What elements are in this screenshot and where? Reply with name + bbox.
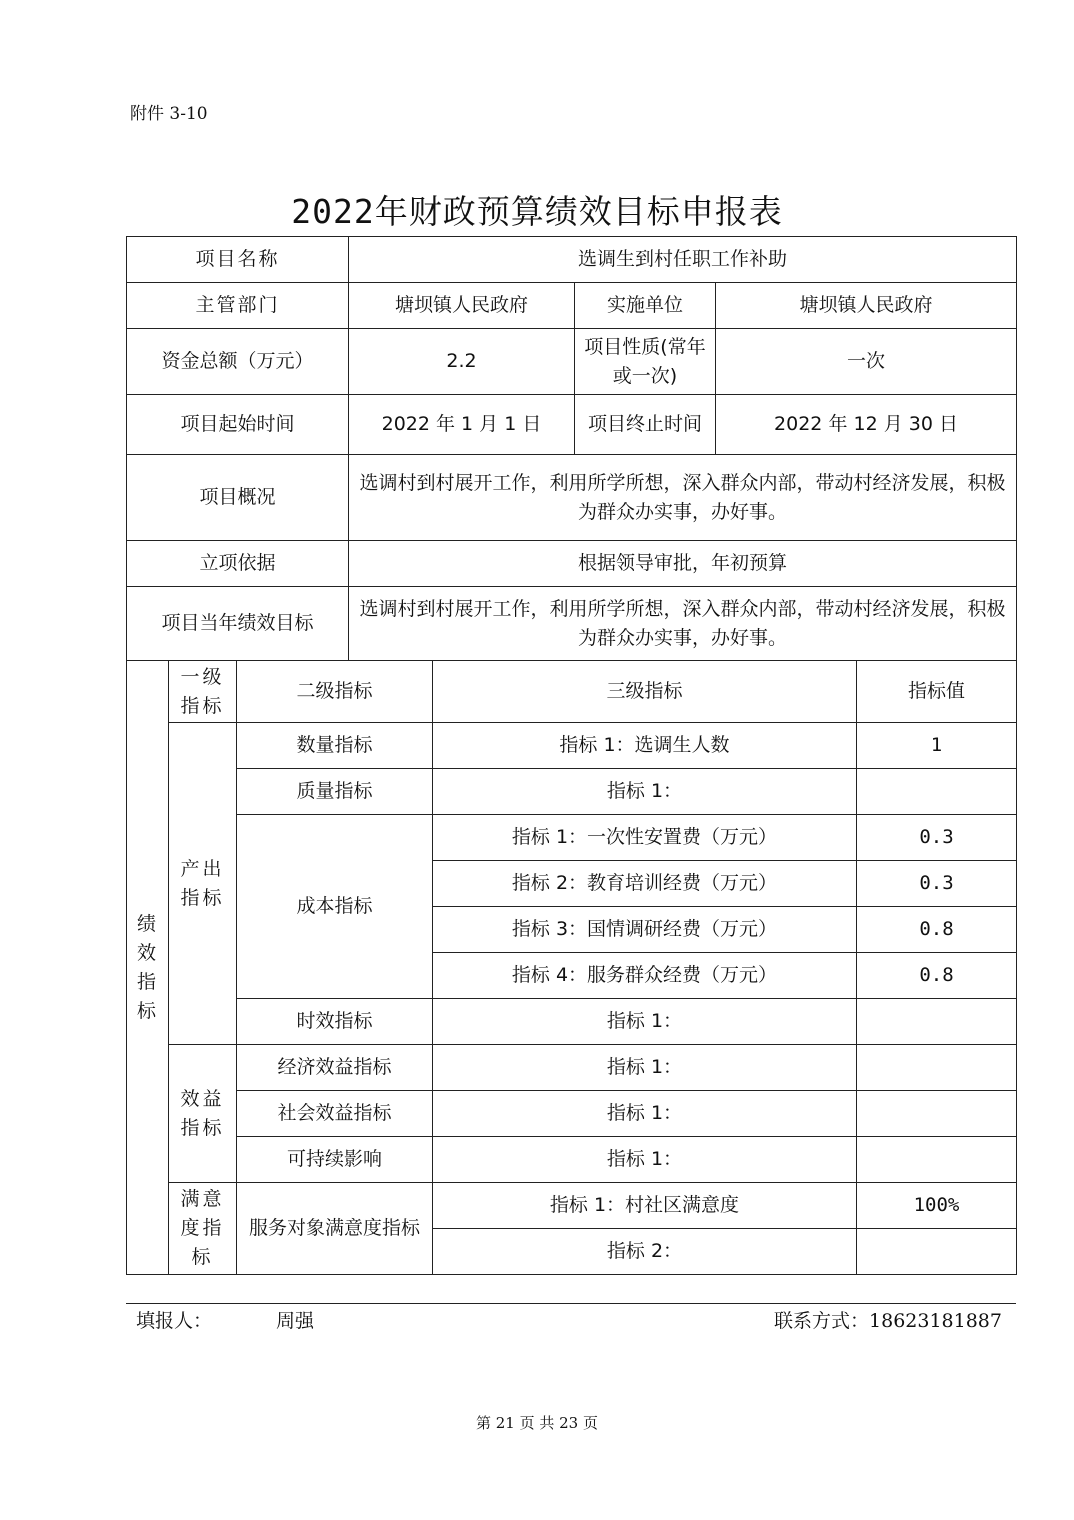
group-output: 产出指标 xyxy=(169,723,237,1045)
level3-header: 三级指标 xyxy=(433,661,857,723)
page-title xyxy=(0,186,1074,233)
indicator-value xyxy=(857,769,1017,815)
group-benefit: 效益指标 xyxy=(169,1045,237,1183)
total-funds-value: 2.2 xyxy=(349,329,575,395)
attachment-label: 附件 3-10 xyxy=(130,104,208,124)
subgroup-sustainable: 可持续影响 xyxy=(237,1137,433,1183)
value-header: 指标值 xyxy=(857,661,1017,723)
filler-info xyxy=(136,1307,314,1335)
indicator-cell: 指标 1： xyxy=(433,1091,857,1137)
subgroup-cost: 成本指标 xyxy=(237,815,433,999)
implementer-label: 实施单位 xyxy=(575,283,716,329)
indicator-value xyxy=(857,1091,1017,1137)
indicator-cell: 指标 1： xyxy=(433,999,857,1045)
overview-value: 选调村到村展开工作，利用所学所想，深入群众内部，带动村经济发展，积极为群众办实事，办好事。 xyxy=(349,455,1017,541)
indicator-cell: 指标 1： xyxy=(433,769,857,815)
contact-info xyxy=(774,1307,1002,1335)
filler-name: 周强 xyxy=(276,1310,315,1332)
annual-goal-value: 选调村到村展开工作，利用所学所想，深入群众内部，带动村经济发展，积极为群众办实事，办好事。 xyxy=(349,587,1017,661)
indicator-value: 0.8 xyxy=(857,953,1017,999)
total-funds-label: 资金总额（万元） xyxy=(127,329,349,395)
start-time-value: 2022 年 1 月 1 日 xyxy=(349,395,575,455)
indicator-value xyxy=(857,999,1017,1045)
indicator-value: 100% xyxy=(857,1183,1017,1229)
implementer-value: 塘坝镇人民政府 xyxy=(716,283,1017,329)
indicator-cell: 指标 4：服务群众经费（万元） xyxy=(433,953,857,999)
subgroup-quantity: 数量指标 xyxy=(237,723,433,769)
end-time-label: 项目终止时间 xyxy=(575,395,716,455)
subgroup-social: 社会效益指标 xyxy=(237,1091,433,1137)
nature-label: 项目性质(常年或一次) xyxy=(575,329,716,395)
contact-label: 联系方式： xyxy=(774,1310,870,1332)
subgroup-quality: 质量指标 xyxy=(237,769,433,815)
indicator-cell: 指标 1：村社区满意度 xyxy=(433,1183,857,1229)
footer-divider xyxy=(126,1303,1016,1304)
group-satisfaction: 满意度指标 xyxy=(169,1183,237,1275)
page-number: 第 21 页 共 23 页 xyxy=(475,1414,598,1432)
indicator-value: 0.3 xyxy=(857,861,1017,907)
level2-header: 二级指标 xyxy=(237,661,433,723)
subgroup-timeliness: 时效指标 xyxy=(237,999,433,1045)
contact-phone: 18623181887 xyxy=(869,1310,1002,1332)
end-time-value: 2022 年 12 月 30 日 xyxy=(716,395,1017,455)
department-label: 主管部门 xyxy=(127,283,349,329)
indicator-cell: 指标 2： xyxy=(433,1229,857,1275)
nature-value: 一次 xyxy=(716,329,1017,395)
perf-indicator-label: 绩效指标 xyxy=(127,661,169,1275)
project-name-label: 项目名称 xyxy=(127,237,349,283)
performance-target-form xyxy=(126,236,1017,1275)
basis-label: 立项依据 xyxy=(127,541,349,587)
indicator-cell: 指标 2：教育培训经费（万元） xyxy=(433,861,857,907)
indicator-value: 1 xyxy=(857,723,1017,769)
overview-label: 项目概况 xyxy=(127,455,349,541)
indicator-value: 0.8 xyxy=(857,907,1017,953)
project-name-value: 选调生到村任职工作补助 xyxy=(349,237,1017,283)
subgroup-service: 服务对象满意度指标 xyxy=(237,1183,433,1275)
annual-goal-label: 项目当年绩效目标 xyxy=(127,587,349,661)
start-time-label: 项目起始时间 xyxy=(127,395,349,455)
indicator-cell: 指标 1： xyxy=(433,1045,857,1091)
indicator-cell: 指标 1：一次性安置费（万元） xyxy=(433,815,857,861)
subgroup-economic: 经济效益指标 xyxy=(237,1045,433,1091)
indicator-cell: 指标 3：国情调研经费（万元） xyxy=(433,907,857,953)
indicator-value xyxy=(857,1229,1017,1275)
indicator-value xyxy=(857,1137,1017,1183)
title-year: 2022 xyxy=(291,192,375,231)
indicator-value xyxy=(857,1045,1017,1091)
indicator-cell: 指标 1：选调生人数 xyxy=(433,723,857,769)
basis-value: 根据领导审批，年初预算 xyxy=(349,541,1017,587)
indicator-value: 0.3 xyxy=(857,815,1017,861)
department-value: 塘坝镇人民政府 xyxy=(349,283,575,329)
indicator-cell: 指标 1： xyxy=(433,1137,857,1183)
filler-label: 填报人： xyxy=(136,1310,213,1332)
title-text: 年财政预算绩效目标申报表 xyxy=(374,192,783,231)
level1-header: 一级指标 xyxy=(169,661,237,723)
